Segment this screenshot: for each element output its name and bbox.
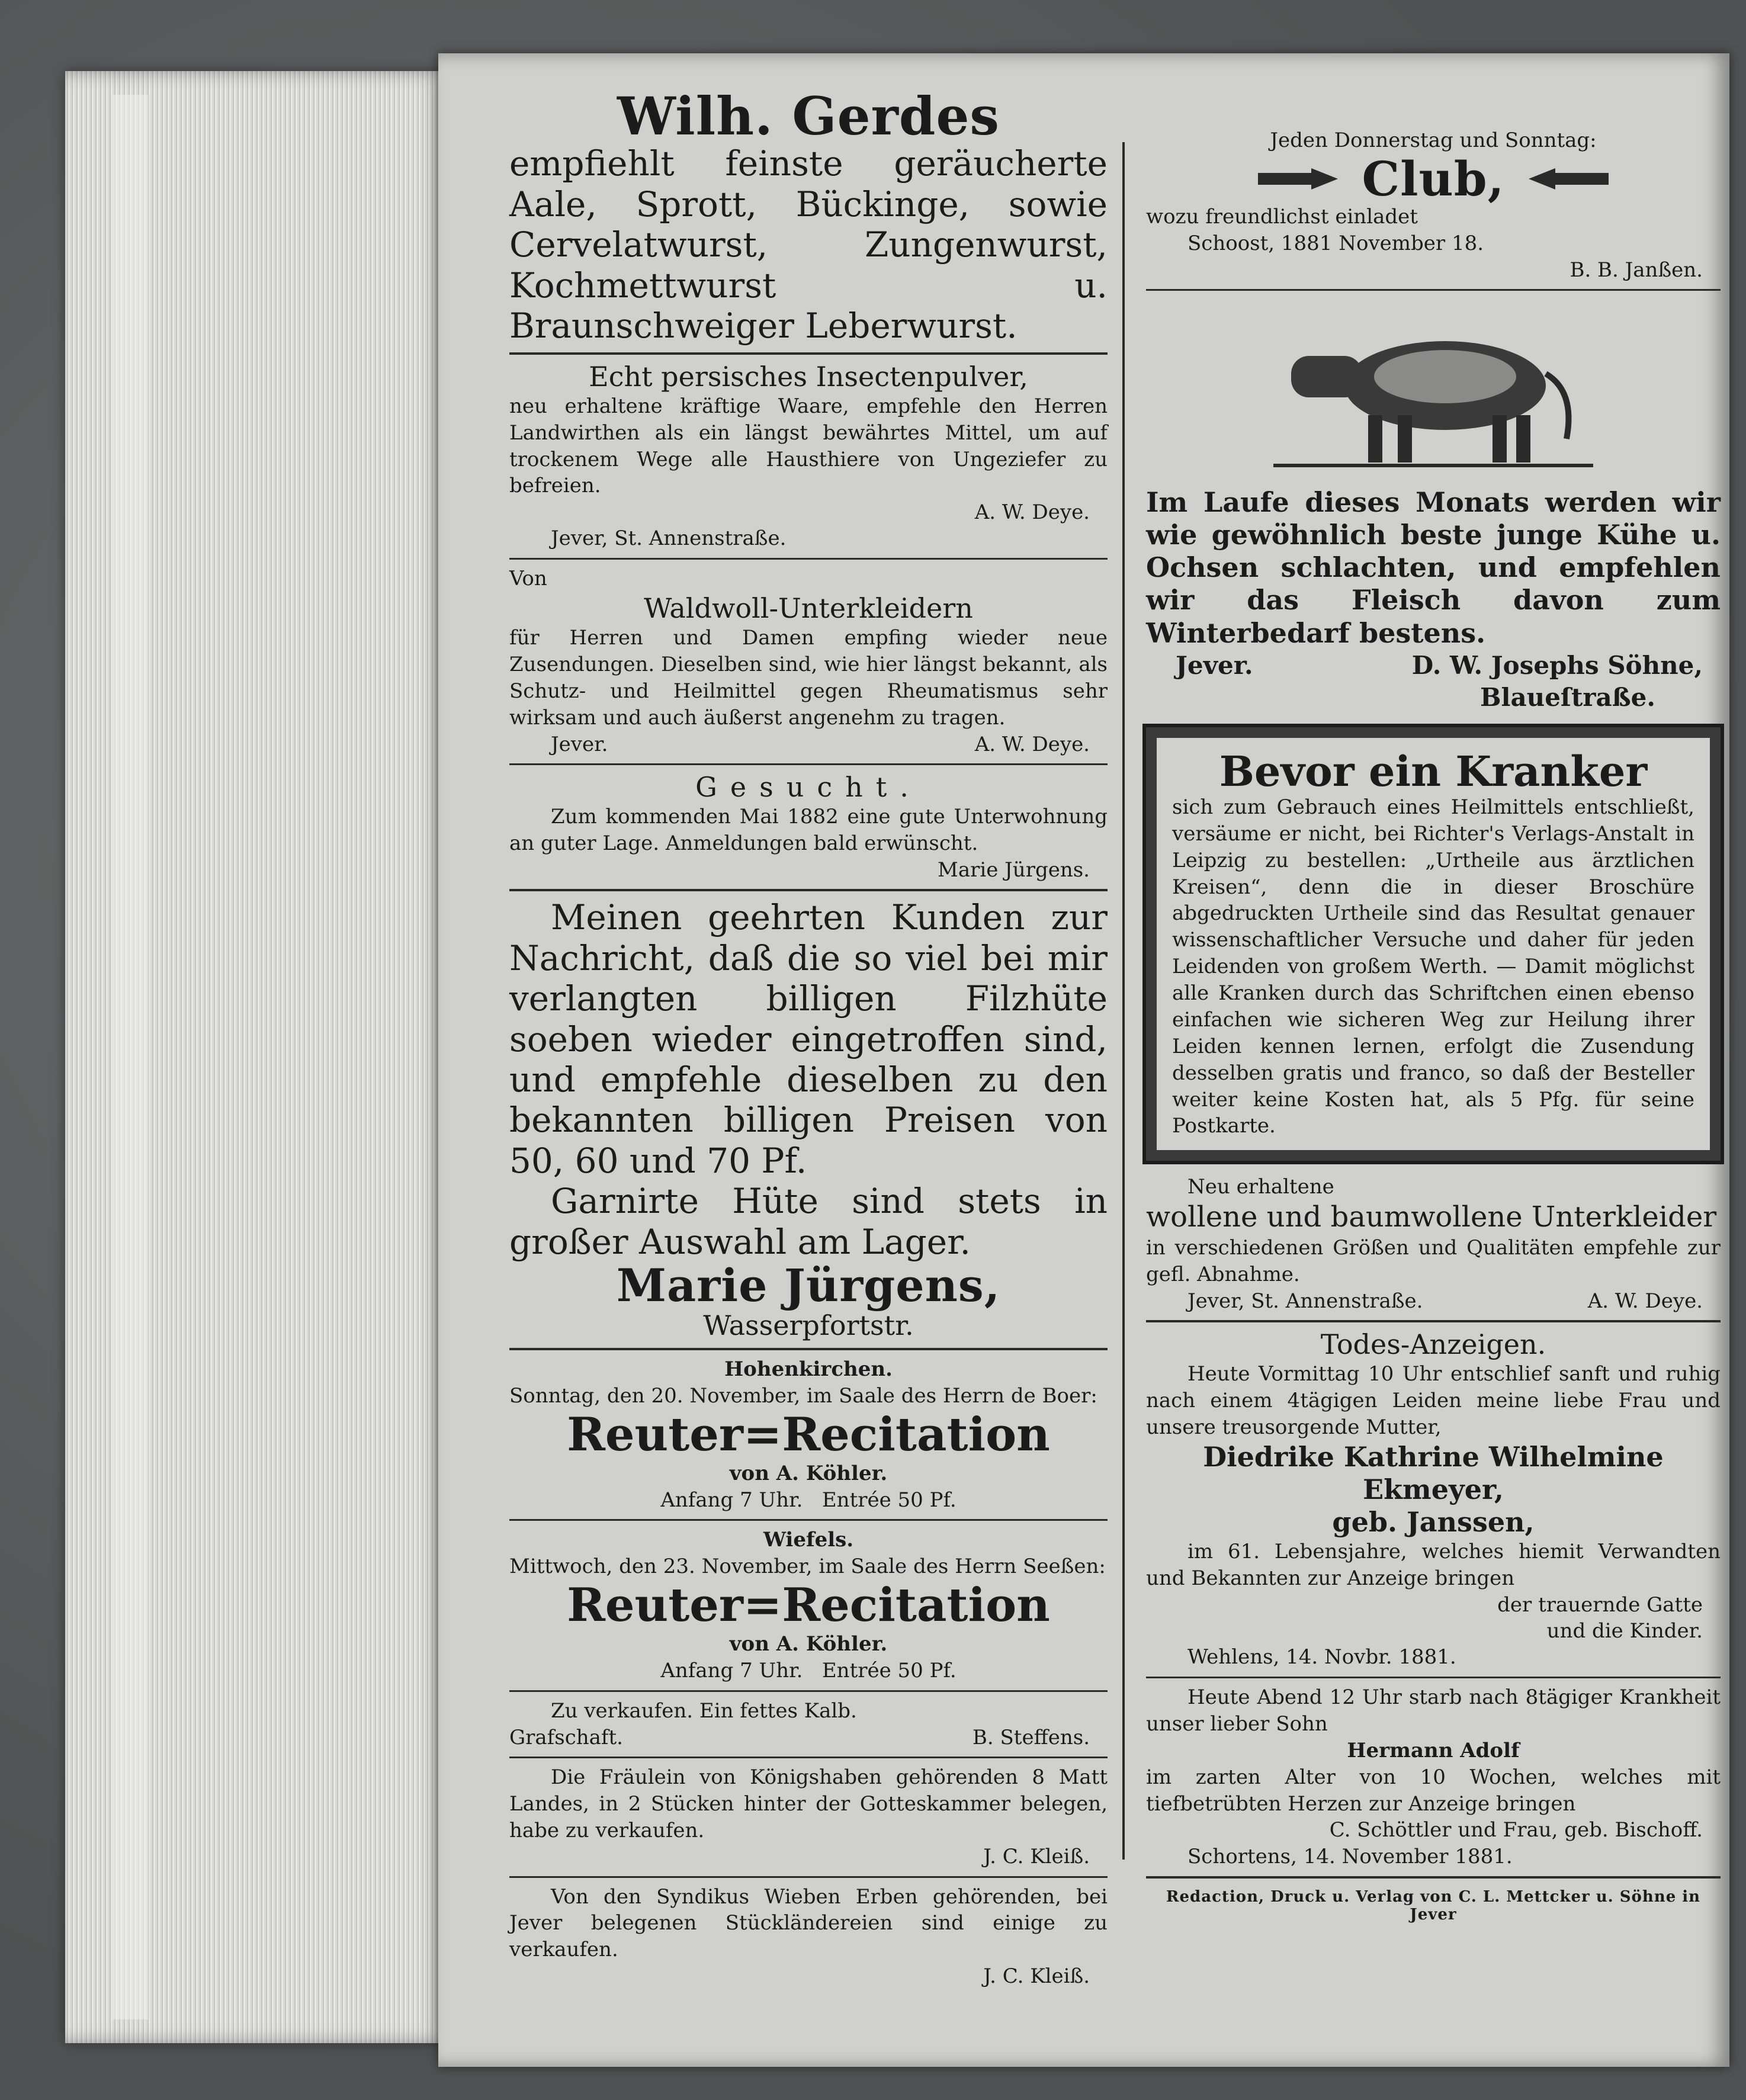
ad-insect-body: neu erhaltene kräftige Waare, empfehle den Herren Landwirthen als ein längst bewährtes Mittel, um auf trockenem Wege alle Hausthiere von Ungeziefer zu befreien. xyxy=(509,394,1108,498)
divider xyxy=(509,1519,1108,1521)
ad-sohn-date: Schortens, 14. November 1881. xyxy=(1187,1844,1513,1868)
ad-club-date: Schoost, 1881 November 18. xyxy=(1187,231,1484,255)
ad-wieben xyxy=(509,1884,1108,1990)
ad-hohenkirchen-time xyxy=(509,1487,1108,1514)
divider xyxy=(1146,1677,1721,1678)
ad-todes-born: geb. Janssen, xyxy=(1332,1505,1535,1538)
ad-club-line2: wozu freundlichst einladet xyxy=(1146,204,1418,229)
ad-wiefels-price: Entrée 50 Pf. xyxy=(821,1658,957,1682)
ad-gesucht xyxy=(509,771,1108,883)
ad-todes xyxy=(1146,1328,1721,1671)
ad-todes-date: Wehlens, 14. Novbr. 1881. xyxy=(1187,1645,1456,1669)
ad-waldwoll-body: für Herren und Damen empfing wieder neue Zusendungen. Dieselben sind, wie hier längst bekannt, als Schutz- und Heilmittel gegen Rheumatismus sehr wirksam und auch äußerst angenehm zu tragen. xyxy=(509,626,1108,730)
ad-sohn-body1: Heute Abend 12 Uhr starb nach 8tägiger Krankheit unser lieber Sohn xyxy=(1146,1685,1721,1736)
ad-gesucht-title: Gesucht. xyxy=(695,771,922,804)
ad-cattle-street-row xyxy=(1146,682,1721,714)
ad-unterkleider-title: wollene und baumwollene Unterkleider xyxy=(1146,1200,1717,1234)
ad-todes-sign2-row xyxy=(1146,1618,1721,1644)
ad-sohn-sign-row xyxy=(1146,1817,1721,1843)
ad-unterkleider-place: Jever, St. Annenstraße. xyxy=(1187,1289,1423,1313)
ad-sohn-signature: C. Schöttler und Frau, geb. Bischoff. xyxy=(1329,1818,1703,1842)
ad-club-signature: B. B. Janßen. xyxy=(1570,258,1703,282)
divider xyxy=(509,352,1108,355)
ad-todes-title: Todes-Anzeigen. xyxy=(1320,1328,1546,1360)
divider xyxy=(1146,1320,1721,1322)
ad-kalb-sign xyxy=(509,1725,1108,1751)
ad-wiefels xyxy=(509,1527,1108,1684)
divider xyxy=(509,1876,1108,1878)
divider xyxy=(509,1757,1108,1758)
ad-gerdes xyxy=(509,85,1108,346)
divider xyxy=(1146,1876,1721,1879)
ad-hohenkirchen-place: Hohenkirchen. xyxy=(724,1357,893,1382)
ad-wiefels-time xyxy=(509,1658,1108,1684)
ad-insect-place: Jever, St. Annenstraße. xyxy=(551,526,787,551)
ad-kranker-body: sich zum Gebrauch eines Heilmittels entschließt, versäume er nicht, bei Richter's Verlags-Anstalt in Leipzig zu bestellen: „Urtheile aus ärztlichen Kreisen“, denn die in dieser Broschüre abgedruckten Urtheile sind das Resultat genauer wissenschaftlicher Versuche und daher für jeden Leidenden von großem Werth. — Damit möglichst alle Kranken durch das Schriftchen einen ebenso einfachen wie sicheren Weg zur Heilung ihrer Leiden kennen lernen, erfolgt die Zusendung desselben gratis und franco, so daß der Besteller weiter keine Kosten hat, als 5 Pfg. für seine Postkarte. xyxy=(1172,795,1694,1138)
ad-juergens-name: Marie Jürgens, xyxy=(616,1259,1001,1312)
ad-waldwoll-place: Jever. xyxy=(551,732,608,756)
column-rule xyxy=(1122,142,1125,1860)
imprint-footer: Redaction, Druck u. Verlag von C. L. Mettcker u. Söhne in Jever xyxy=(1166,1887,1701,1924)
left-column xyxy=(509,85,1108,1989)
ad-gesucht-body: Zum kommenden Mai 1882 eine gute Unterwohnung an guter Lage. Anmeldungen bald erwünscht. xyxy=(509,805,1108,856)
ad-unterkleider-signature: A. W. Deye. xyxy=(1587,1289,1703,1313)
pointing-hand-right-icon xyxy=(1255,161,1344,197)
ad-club-title-row xyxy=(1146,150,1721,207)
ad-kalb-place: Grafschaft. xyxy=(509,1725,623,1749)
ad-hohenkirchen-title: Reuter=Recitation xyxy=(567,1407,1050,1462)
ad-unterkleider-body: in verschiedenen Größen und Qualitäten empfehle zur gefl. Abnahme. xyxy=(1146,1235,1721,1286)
ad-wiefels-title: Reuter=Recitation xyxy=(567,1578,1050,1633)
ad-insectenpulver xyxy=(509,361,1108,553)
ad-cattle-body: Im Laufe dieses Monats werden wir wie gewöhnlich beste junge Kühe u. Ochsen schlachten, und empfehlen wir das Fleisch davon zum Winterbedarf bestens. xyxy=(1146,486,1721,649)
ad-unterkleider xyxy=(1146,1174,1721,1314)
ad-wieben-body: Von den Syndikus Wieben Erben gehörenden, bei Jever belegenen Stückländereien sind einige zu verkaufen. xyxy=(509,1884,1108,1962)
ad-wiefels-body: Mittwoch, den 23. November, im Saale des Herrn Seeßen: xyxy=(509,1555,1106,1579)
ad-hohenkirchen-by: von A. Köhler. xyxy=(729,1461,888,1485)
ad-waldwoll-sign xyxy=(509,731,1108,757)
ad-juergens-street: Wasserpfortstr. xyxy=(703,1309,914,1341)
ad-insect-sign xyxy=(509,499,1108,525)
ad-sohn xyxy=(1146,1684,1721,1870)
ad-cattle-signature: D. W. Josephs Söhne, xyxy=(1411,650,1703,680)
ad-kranker xyxy=(1146,727,1721,1161)
ad-unterkleider-intro: Neu erhaltene xyxy=(1187,1175,1334,1199)
ad-waldwoll-title: Waldwoll-Unterkleidern xyxy=(644,592,973,625)
ad-sohn-body2: im zarten Alter von 10 Wochen, welches mit tiefbetrübten Herzen zur Anzeige bringen xyxy=(1146,1765,1721,1816)
ad-wiefels-by: von A. Köhler. xyxy=(729,1632,888,1656)
divider xyxy=(1146,289,1721,291)
ad-cattle-place: Jever. xyxy=(1176,650,1253,680)
ad-kalb-body: Zu verkaufen. Ein fettes Kalb. xyxy=(551,1698,857,1723)
ad-todes-body2: im 61. Lebensjahre, welches hiemit Verwandten und Bekannten zur Anzeige bringen xyxy=(1146,1540,1721,1590)
ad-waldwoll-signature: A. W. Deye. xyxy=(974,732,1090,756)
ad-waldwoll xyxy=(509,566,1108,757)
ad-waldwoll-intro: Von xyxy=(509,567,547,591)
ad-cattle-street: Blaueſtraße. xyxy=(1480,683,1655,712)
cow-illustration xyxy=(1267,303,1599,474)
ad-club-sign xyxy=(1146,257,1721,283)
ad-todes-body1: Heute Vormittag 10 Uhr entschlief sanft und ruhig nach einem 4tägigen Leiden meine liebe Frau und unsere treusorgende Mutter, xyxy=(1146,1362,1721,1439)
ad-hohenkirchen-start: Anfang 7 Uhr. xyxy=(660,1488,803,1512)
ad-todes-sign1-row xyxy=(1146,1592,1721,1618)
ad-todes-name: Diedrike Kathrine Wilhelmine Ekmeyer, xyxy=(1203,1440,1664,1505)
ad-todes-sign1: der trauernde Gatte xyxy=(1497,1592,1703,1617)
ad-club-line1: Jeden Donnerstag und Sonntag: xyxy=(1270,129,1597,152)
ad-gesucht-signature: Marie Jürgens. xyxy=(938,858,1090,882)
ad-wieben-sign xyxy=(509,1963,1108,1989)
ad-hohenkirchen xyxy=(509,1356,1108,1513)
ad-hohenkirchen-price: Entrée 50 Pf. xyxy=(821,1488,957,1512)
ad-gerdes-body: empfiehlt feinste geräucherte Aale, Sprott, Bückinge, sowie Cervelatwurst, Zungenwurst, Kochmettwurst u. Braunschweiger Leberwurst. xyxy=(509,143,1108,346)
ad-juergens xyxy=(509,897,1108,1342)
book-spine-highlight xyxy=(113,95,148,2019)
ad-cattle-sign xyxy=(1146,650,1721,682)
ad-gerdes-name: Wilh. Gerdes xyxy=(617,85,1000,147)
ad-wieben-signature: J. C. Kleiß. xyxy=(983,1964,1090,1989)
divider xyxy=(509,1690,1108,1692)
ad-sohn-name: Hermann Adolf xyxy=(1347,1738,1520,1762)
ad-club-title: Club, xyxy=(1362,150,1505,207)
ad-koenigshaben xyxy=(509,1764,1108,1870)
ad-juergens-body: Meinen geehrten Kunden zur Nachricht, daß die so viel bei mir verlangten billigen Filzhüte soeben wieder eingetroffen sind, und empfehle dieselben zu den bekannten billigen Preisen von 50, 60 und 70 Pf. xyxy=(509,897,1108,1181)
ad-koenigshaben-body: Die Fräulein von Königshaben gehörenden 8 Matt Landes, in 2 Stücken hinter der Gotteskammer belegen, habe zu verkaufen. xyxy=(509,1765,1108,1842)
divider xyxy=(509,558,1108,560)
ad-kranker-title: Bevor ein Kranker xyxy=(1219,746,1648,796)
divider xyxy=(509,1348,1108,1350)
ad-insect-signature: A. W. Deye. xyxy=(974,500,1090,525)
ad-hohenkirchen-body: Sonntag, den 20. November, im Saale des Herrn de Boer: xyxy=(509,1384,1097,1408)
right-column xyxy=(1146,127,1721,1924)
ad-todes-sign2: und die Kinder. xyxy=(1546,1619,1703,1643)
ad-club xyxy=(1146,127,1721,283)
ad-wiefels-place: Wiefels. xyxy=(763,1528,854,1552)
divider xyxy=(509,889,1108,891)
ad-cattle xyxy=(1146,303,1721,714)
ad-insect-title: Echt persisches Insectenpulver, xyxy=(589,360,1028,393)
ad-koenigshaben-sign xyxy=(509,1844,1108,1870)
ad-kalb-signature: B. Steffens. xyxy=(972,1725,1090,1749)
pointing-hand-left-icon xyxy=(1523,161,1612,197)
ad-kalb xyxy=(509,1698,1108,1751)
ad-koenigshaben-signature: J. C. Kleiß. xyxy=(983,1845,1090,1869)
ad-unterkleider-sign xyxy=(1146,1288,1721,1314)
ad-juergens-body2: Garnirte Hüte sind stets in großer Auswahl am Lager. xyxy=(509,1181,1108,1262)
ad-wiefels-start: Anfang 7 Uhr. xyxy=(660,1658,803,1682)
ad-gesucht-sign xyxy=(509,857,1108,883)
divider xyxy=(509,763,1108,765)
